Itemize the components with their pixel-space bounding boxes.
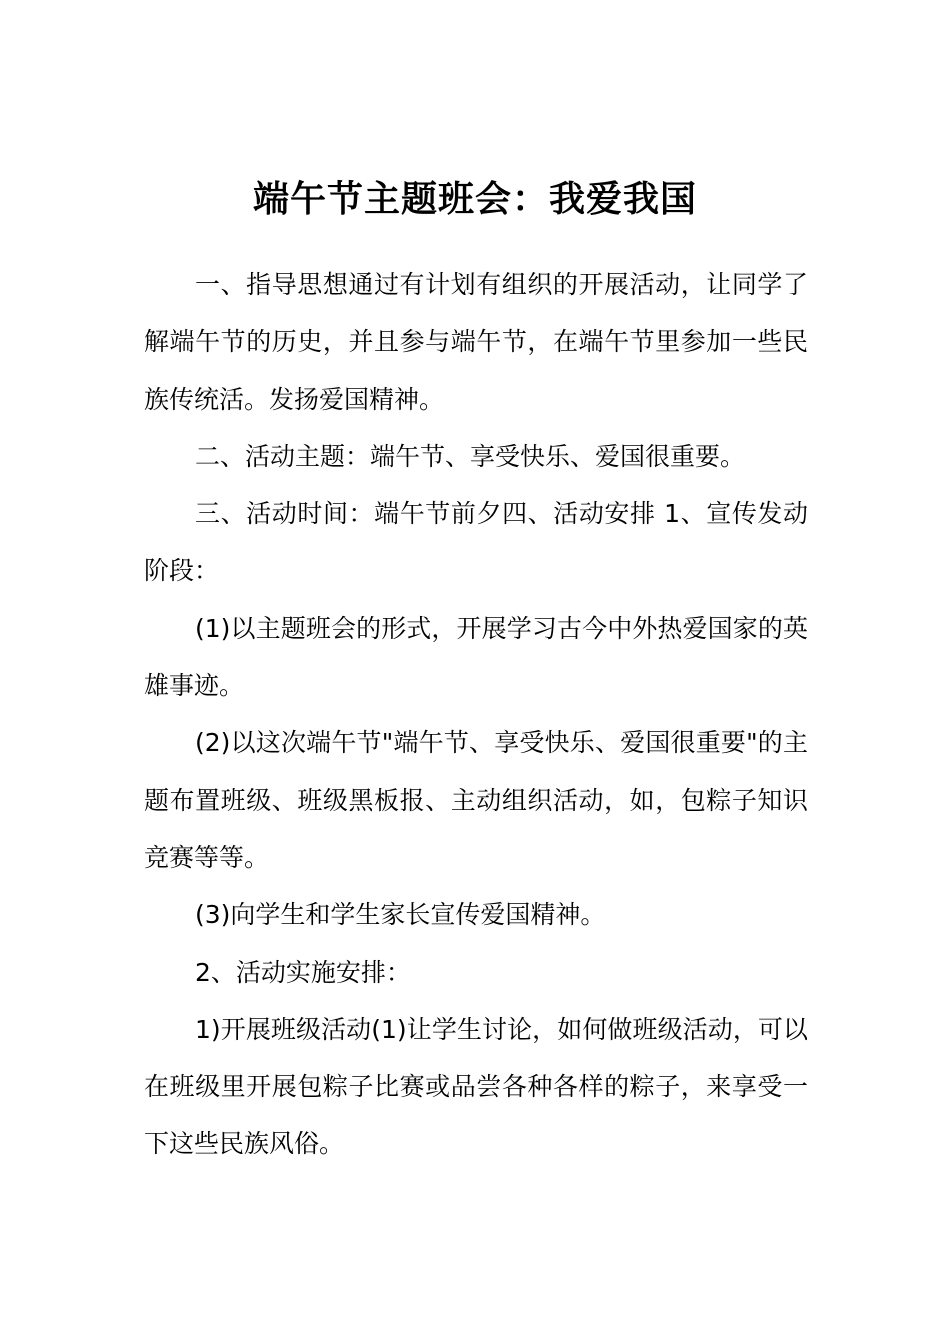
document-body <box>144 256 808 1173</box>
paragraph-class-activity: 1)开展班级活动(1)让学生讨论，如何做班级活动，可以在班级里开展包粽子比赛或品尝各种各样的粽子，来享受一下这些民族风俗。 <box>144 1014 808 1159</box>
paragraph-item-1: (1)以主题班会的形式，开展学习古今中外热爱国家的英雄事迹。 <box>144 613 808 701</box>
paragraph-activity-theme: 二、活动主题：端午节、享受快乐、爱国很重要。 <box>195 441 746 471</box>
paragraph-activity-time: 三、活动时间：端午节前夕四、活动安排 1、宣传发动阶段： <box>144 499 808 586</box>
paragraph-implementation: 2、活动实施安排： <box>195 957 411 987</box>
paragraph-item-3: (3)向学生和学生家长宣传爱国精神。 <box>195 900 606 930</box>
paragraph-item-2: (2)以这次端午节"端午节、享受快乐、爱国很重要"的主题布置班级、班级黑板报、主动组织活动，如，包粽子知识竞赛等等。 <box>144 728 808 872</box>
paragraph-guiding-idea: 一、指导思想通过有计划有组织的开展活动，让同学了解端午节的历史，并且参与端午节，在端午节里参加一些民族传统活。发扬爱国精神。 <box>144 270 808 414</box>
document-title: 端午节主题班会：我爱我国 <box>252 179 697 220</box>
